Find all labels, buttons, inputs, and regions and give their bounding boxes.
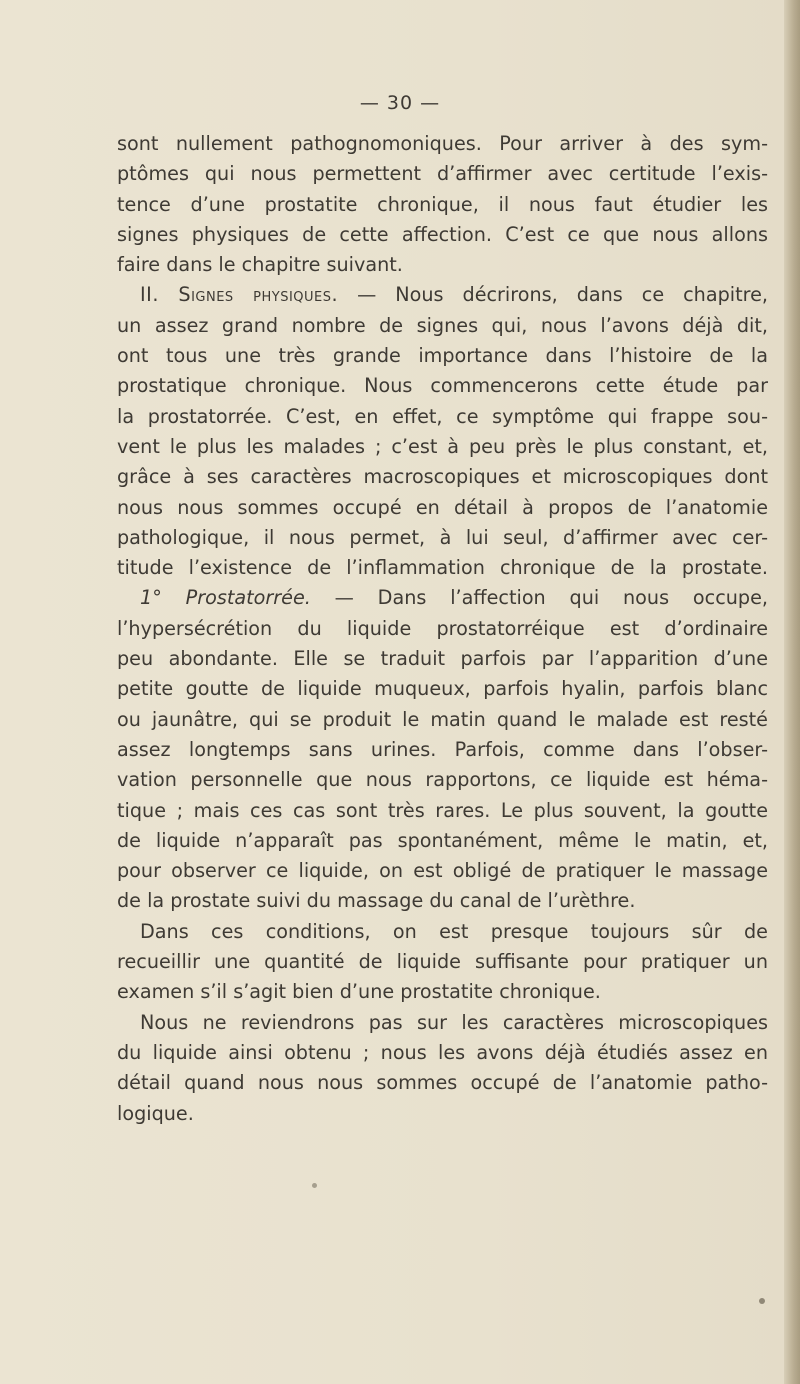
subsection-heading: 1° Prostatorrée.	[140, 586, 311, 610]
text-line: — Nous décrirons, dans ce chapitre,	[338, 283, 768, 307]
text-line: logique.	[117, 1101, 194, 1125]
text-line: sont nullement pathognomoniques. Pour arriver à des sym-	[117, 132, 768, 155]
text-line: nous nous sommes occupé en détail à propos de l’anatomie	[117, 495, 768, 519]
text-line: examen s’il s’agit bien d’une prostatite chronique.	[117, 980, 601, 1004]
ink-speck	[312, 1183, 317, 1188]
text-line: de la prostate suivi du massage du canal de l’urèthre.	[117, 889, 636, 913]
text-line: petite goutte de liquide muqueux, parfois hyalin, parfois blanc	[117, 677, 768, 701]
section-heading: II. Signes physiques.	[140, 283, 339, 307]
text-line: pathologique, il nous permet, à lui seul, d’affirmer avec cer-	[117, 525, 768, 549]
text-line: ont tous une très grande importance dans l’histoire de la	[117, 344, 768, 368]
text-line-with-heading	[117, 583, 768, 613]
body-text	[117, 129, 768, 1129]
page-edge-shadow	[784, 0, 800, 1384]
text-line: du liquide ainsi obtenu ; nous les avons déjà étudiés assez en	[117, 1040, 768, 1064]
text-line: prostatique chronique. Nous commencerons cette étude par	[117, 374, 768, 398]
text-line: la prostatorrée. C’est, en effet, ce symptôme qui frappe sou-	[117, 404, 768, 428]
text-line: pour observer ce liquide, on est obligé de pratiquer le massage	[117, 859, 768, 883]
text-line-with-heading	[117, 280, 768, 310]
page-number: — 30 —	[359, 92, 441, 114]
text-line: l’hypersécrétion du liquide prostatorréique est d’ordinaire	[117, 616, 768, 640]
text-line: ou jaunâtre, qui se produit le matin quand le malade est resté	[117, 707, 768, 731]
text-line: signes physiques de cette affection. C’est ce que nous allons	[117, 222, 768, 246]
text-line: Nous ne reviendrons pas sur les caractères microscopiques	[140, 1010, 768, 1034]
text-line: vent le plus les malades ; c’est à peu près le plus constant, et,	[117, 434, 768, 458]
text-line: assez longtemps sans urines. Parfois, comme dans l’obser-	[117, 737, 768, 761]
text-line: de liquide n’apparaît pas spontanément, même le matin, et,	[117, 828, 768, 852]
text-line: faire dans le chapitre suivant.	[117, 253, 403, 277]
ink-speck	[759, 1298, 765, 1304]
text-line: ptômes qui nous permettent d’affirmer avec certitude l’exis-	[117, 162, 768, 186]
text-line: titude l’existence de l’inflammation chronique de la prostate.	[117, 556, 768, 580]
text-line: grâce à ses caractères macroscopiques et microscopiques dont	[117, 465, 768, 489]
text-line: Dans ces conditions, on est presque toujours sûr de	[140, 919, 768, 943]
text-line: détail quand nous nous sommes occupé de l’anatomie patho-	[117, 1071, 768, 1095]
text-line: peu abondante. Elle se traduit parfois par l’apparition d’une	[117, 647, 768, 671]
text-line: tence d’une prostatite chronique, il nous faut étudier les	[117, 192, 768, 216]
text-line: vation personnelle que nous rapportons, ce liquide est héma-	[117, 768, 768, 792]
text-line: — Dans l’affection qui nous occupe,	[310, 586, 768, 610]
text-line: tique ; mais ces cas sont très rares. Le plus souvent, la goutte	[117, 798, 768, 822]
text-line: recueillir une quantité de liquide suffisante pour pratiquer un	[117, 950, 768, 974]
text-line: un assez grand nombre de signes qui, nous l’avons déjà dit,	[117, 313, 768, 337]
